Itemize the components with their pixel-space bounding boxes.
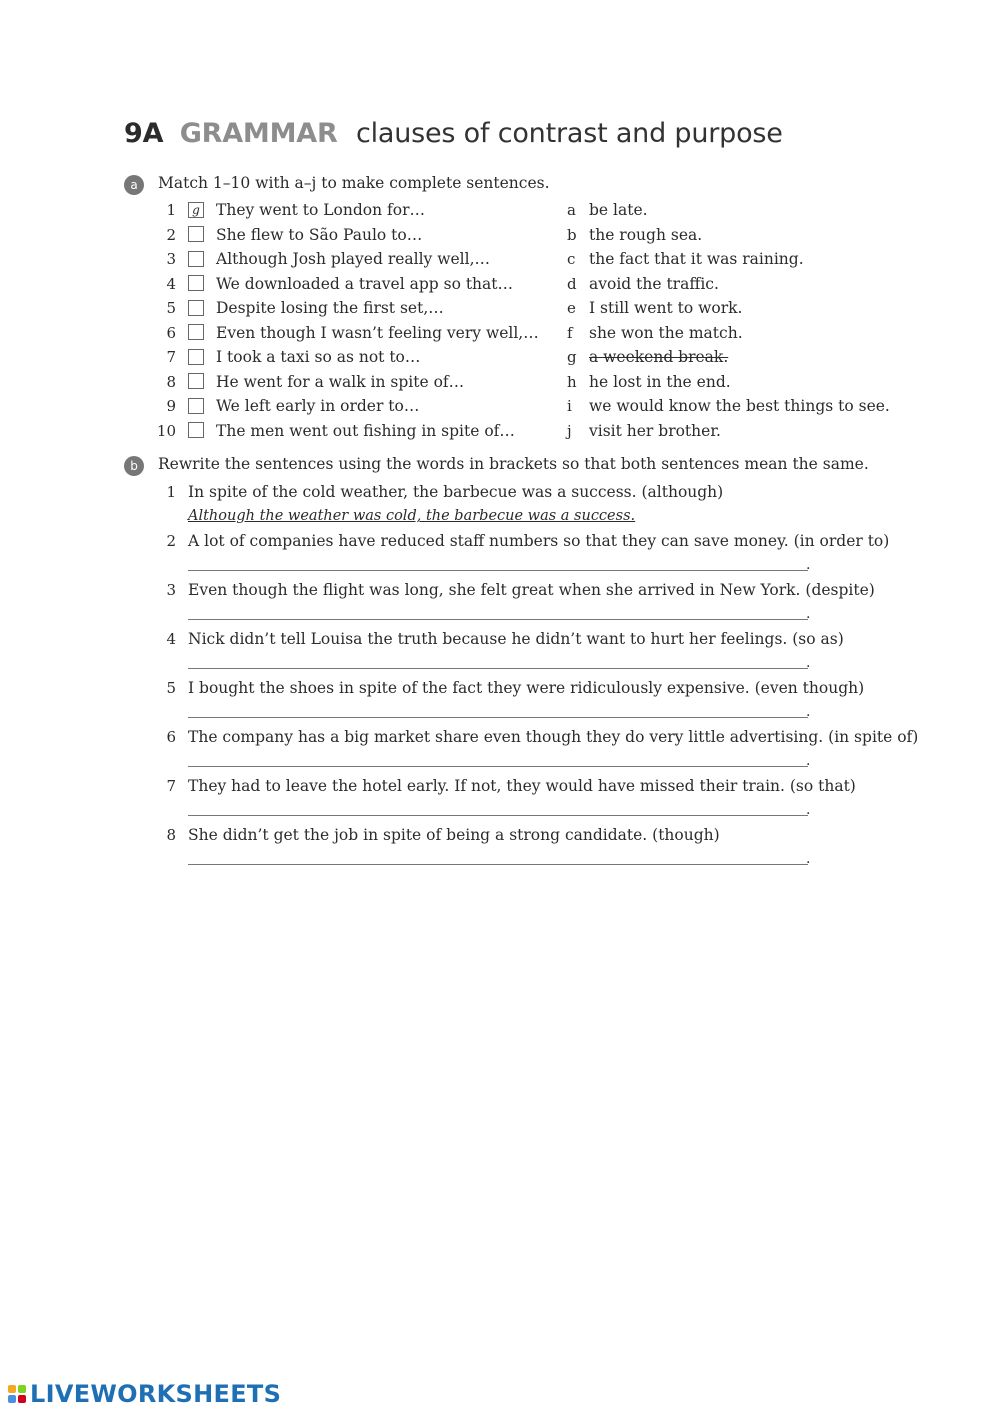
- item-stem: Despite losing the first set,…: [216, 299, 444, 317]
- line-end: .: [806, 557, 811, 573]
- item-sentence: Nick didn’t tell Louisa the truth because he didn’t want to hurt her feelings. (so as): [188, 630, 844, 648]
- item-number: 10: [156, 422, 176, 440]
- answer-box[interactable]: [188, 324, 204, 340]
- item-sentence: The company has a big market share even though they do very little advertising. (in spite of): [188, 728, 919, 746]
- answer-box[interactable]: [188, 422, 204, 438]
- item-sentence: They had to leave the hotel early. If not, they would have missed their train. (so that): [188, 777, 856, 795]
- title-keyword: GRAMMAR: [179, 118, 338, 149]
- logo-square-green: [18, 1385, 26, 1393]
- item-number: 3: [166, 581, 176, 599]
- answer-box[interactable]: [188, 349, 204, 365]
- ending-letter: g: [567, 348, 577, 366]
- item-sentence: She didn’t get the job in spite of being a strong candidate. (though): [188, 826, 720, 844]
- logo-square-blue: [8, 1395, 16, 1403]
- answer-box[interactable]: [188, 398, 204, 414]
- item-sentence: I bought the shoes in spite of the fact they were ridiculously expensive. (even though): [188, 679, 865, 697]
- ending-text: she won the match.: [589, 324, 743, 342]
- ending-text: he lost in the end.: [589, 373, 731, 391]
- item-stem: Although Josh played really well,…: [216, 250, 491, 268]
- item-number: 7: [166, 777, 176, 795]
- answer-line[interactable]: [188, 766, 808, 767]
- item-number: 1: [166, 483, 176, 501]
- item-number: 5: [166, 299, 176, 317]
- item-number: 6: [166, 324, 176, 342]
- ending-text: the rough sea.: [589, 226, 703, 244]
- item-number: 8: [166, 373, 176, 391]
- item-stem: They went to London for…: [216, 201, 425, 219]
- section-a-badge: a: [124, 175, 144, 195]
- item-number: 4: [166, 275, 176, 293]
- line-end: .: [806, 606, 811, 622]
- title-subtitle: clauses of contrast and purpose: [355, 118, 783, 149]
- item-number: 9: [166, 397, 176, 415]
- item-number: 2: [166, 532, 176, 550]
- section-a-instruction: Match 1–10 with a–j to make complete sentences.: [158, 174, 550, 192]
- item-number: 7: [166, 348, 176, 366]
- item-sentence: Even though the flight was long, she felt great when she arrived in New York. (despite): [188, 581, 875, 599]
- ending-letter: b: [567, 226, 577, 244]
- line-end: .: [806, 655, 811, 671]
- footer-brand[interactable]: [8, 1380, 281, 1408]
- section-b-instruction: Rewrite the sentences using the words in brackets so that both sentences mean the same.: [158, 455, 869, 473]
- page-title: [124, 118, 783, 149]
- line-end: .: [806, 802, 811, 818]
- answer-box[interactable]: [188, 226, 204, 242]
- ending-letter: f: [567, 324, 573, 342]
- ending-text: be late.: [589, 201, 648, 219]
- answer-box[interactable]: [188, 300, 204, 316]
- item-number: 2: [166, 226, 176, 244]
- ending-letter: e: [567, 299, 576, 317]
- answer-box[interactable]: g: [188, 202, 204, 218]
- line-end: .: [806, 704, 811, 720]
- ending-letter: d: [567, 275, 577, 293]
- answer-box[interactable]: [188, 373, 204, 389]
- section-b-badge: b: [124, 456, 144, 476]
- answer-line[interactable]: [188, 864, 808, 865]
- item-sentence: A lot of companies have reduced staff numbers so that they can save money. (in order to): [188, 532, 890, 550]
- footer-brand-text: LIVEWORKSHEETS: [30, 1380, 282, 1408]
- ending-letter: j: [567, 422, 572, 440]
- ending-letter: a: [567, 201, 576, 219]
- item-stem: He went for a walk in spite of…: [216, 373, 465, 391]
- item-number: 5: [166, 679, 176, 697]
- ending-text: visit her brother.: [589, 422, 721, 440]
- answer-box[interactable]: [188, 251, 204, 267]
- answer-line[interactable]: [188, 668, 808, 669]
- answer-line[interactable]: [188, 570, 808, 571]
- item-stem: She flew to São Paulo to…: [216, 226, 423, 244]
- example-answer: Although the weather was cold, the barbecue was a success.: [188, 508, 636, 524]
- item-stem: We downloaded a travel app so that…: [216, 275, 514, 293]
- ending-text-used: a weekend break.: [589, 348, 729, 366]
- ending-letter: i: [567, 397, 572, 415]
- item-number: 8: [166, 826, 176, 844]
- logo-square-red: [18, 1395, 26, 1403]
- liveworksheets-logo-icon: [8, 1385, 26, 1403]
- ending-letter: h: [567, 373, 577, 391]
- line-end: .: [806, 851, 811, 867]
- item-number: 6: [166, 728, 176, 746]
- item-number: 4: [166, 630, 176, 648]
- ending-text: we would know the best things to see.: [589, 397, 890, 415]
- unit-number: 9A: [124, 118, 164, 149]
- logo-square-orange: [8, 1385, 16, 1393]
- item-stem: The men went out fishing in spite of…: [216, 422, 515, 440]
- item-number: 3: [166, 250, 176, 268]
- answer-line[interactable]: [188, 619, 808, 620]
- ending-text: avoid the traffic.: [589, 275, 719, 293]
- item-stem: We left early in order to…: [216, 397, 420, 415]
- line-end: .: [806, 753, 811, 769]
- item-number: 1: [166, 201, 176, 219]
- item-stem: I took a taxi so as not to…: [216, 348, 421, 366]
- answer-line[interactable]: [188, 815, 808, 816]
- ending-text: I still went to work.: [589, 299, 743, 317]
- ending-text: the fact that it was raining.: [589, 250, 804, 268]
- item-stem: Even though I wasn’t feeling very well,…: [216, 324, 539, 342]
- answer-line[interactable]: [188, 717, 808, 718]
- ending-letter: c: [567, 250, 576, 268]
- item-sentence: In spite of the cold weather, the barbecue was a success. (although): [188, 483, 724, 501]
- answer-box[interactable]: [188, 275, 204, 291]
